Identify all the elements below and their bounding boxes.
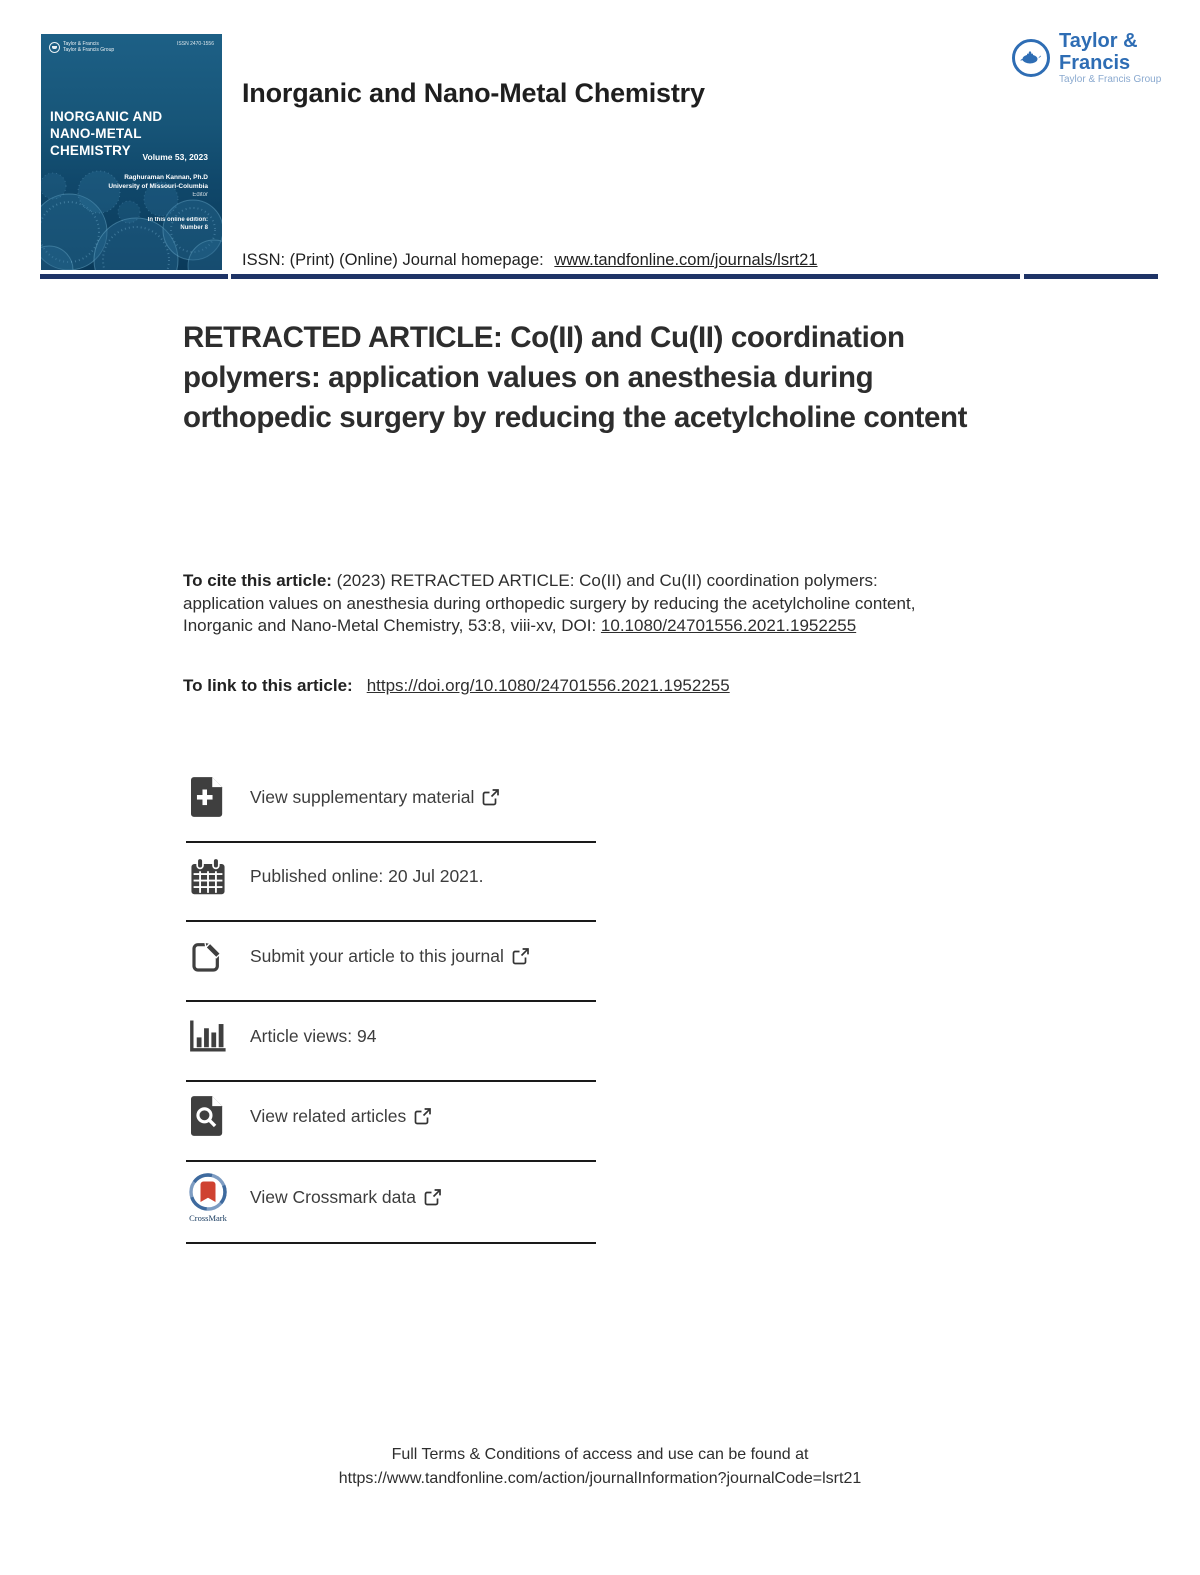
view-crossmark-link[interactable]: View Crossmark data — [250, 1187, 441, 1208]
external-link-icon — [512, 948, 529, 965]
footer-url[interactable]: https://www.tandfonline.com/action/journalInformation?journalCode=lsrt21 — [338, 1470, 862, 1487]
cover-journal-name: INORGANIC AND NANO-METAL CHEMISTRY — [50, 109, 163, 158]
link-to-article-line — [183, 676, 730, 696]
submit-article-icon — [186, 938, 230, 974]
publisher-name: Taylor & Francis — [1059, 30, 1138, 74]
citation-paragraph — [183, 570, 931, 638]
action-row-related — [186, 1082, 596, 1162]
link-label: To link to this article: — [183, 676, 353, 695]
action-row-views — [186, 1002, 596, 1082]
submit-article-link[interactable]: Submit your article to this journal — [250, 946, 529, 967]
cover-editor-name: Raghuraman Kannan, Ph.D — [124, 174, 208, 181]
citation-doi-link[interactable]: 10.1080/24701556.2021.1952255 — [600, 616, 857, 635]
article-title: RETRACTED ARTICLE: Co(II) and Cu(II) coordination polymers: application values on anesthesia during orthopedic surgery by reducing the acetylcholine content — [183, 321, 968, 434]
issn-homepage-line — [242, 251, 818, 270]
cover-publisher-group: Taylor & Francis Group — [63, 47, 115, 53]
supplementary-material-icon — [186, 777, 230, 817]
journal-title: Inorganic and Nano-Metal Chemistry — [242, 78, 705, 108]
action-row-submit — [186, 922, 596, 1002]
external-link-icon — [414, 1108, 431, 1125]
footer-terms — [0, 1443, 1200, 1491]
lamp-icon — [1012, 39, 1050, 77]
article-doi-link[interactable]: https://doi.org/10.1080/24701556.2021.1952255 — [366, 676, 730, 695]
view-supplementary-link[interactable]: View supplementary material — [250, 787, 499, 808]
cover-edition-note: In this online edition: Number 8 — [147, 216, 208, 231]
cover-volume: Volume 53, 2023 — [142, 152, 208, 162]
cover-publisher-name: Taylor & Francis — [63, 41, 99, 47]
cite-text: (2023) RETRACTED ARTICLE: Co(II) and Cu(II) coordination polymers: application values on anesthesia during orthopedic surgery by reducing the acetylcholine content, Inorganic and Nano-Metal Chemistry, 53:8, viii-xv, DOI: — [183, 571, 916, 635]
cover-publisher-logo — [49, 41, 114, 53]
related-articles-icon — [186, 1096, 230, 1136]
crossmark-icon — [186, 1172, 230, 1223]
action-row-published — [186, 843, 596, 922]
action-row-crossmark — [186, 1162, 596, 1244]
journal-cover-thumbnail — [41, 34, 222, 270]
cover-issn: ISSN 2470-1556 — [177, 41, 214, 47]
cover-editor-affiliation: University of Missouri-Columbia — [108, 182, 208, 190]
publisher-group: Taylor & Francis Group — [1059, 74, 1162, 85]
external-link-icon — [482, 789, 499, 806]
issn-label: ISSN: (Print) (Online) Journal homepage: — [242, 251, 544, 269]
journal-homepage-link[interactable]: www.tandfonline.com/journals/lsrt21 — [554, 251, 818, 269]
article-views-icon — [186, 1019, 230, 1053]
divider-bar — [1024, 274, 1158, 279]
taylor-francis-logo — [1012, 30, 1200, 86]
view-related-link[interactable]: View related articles — [250, 1106, 431, 1127]
action-list — [186, 763, 596, 1244]
footer-terms-line: Full Terms & Conditions of access and use can be found at — [391, 1446, 809, 1463]
lamp-icon — [49, 42, 60, 53]
calendar-icon — [186, 858, 230, 896]
divider-bar — [40, 274, 228, 279]
published-online-text: Published online: 20 Jul 2021. — [250, 866, 484, 886]
external-link-icon — [424, 1189, 441, 1206]
cite-label: To cite this article: — [183, 571, 332, 590]
cover-editor-role: Editor — [192, 192, 208, 198]
action-row-supplementary — [186, 763, 596, 843]
divider-bar — [231, 274, 1020, 279]
crossmark-label: CrossMark — [189, 1212, 227, 1223]
article-views-text: Article views: 94 — [250, 1025, 377, 1046]
